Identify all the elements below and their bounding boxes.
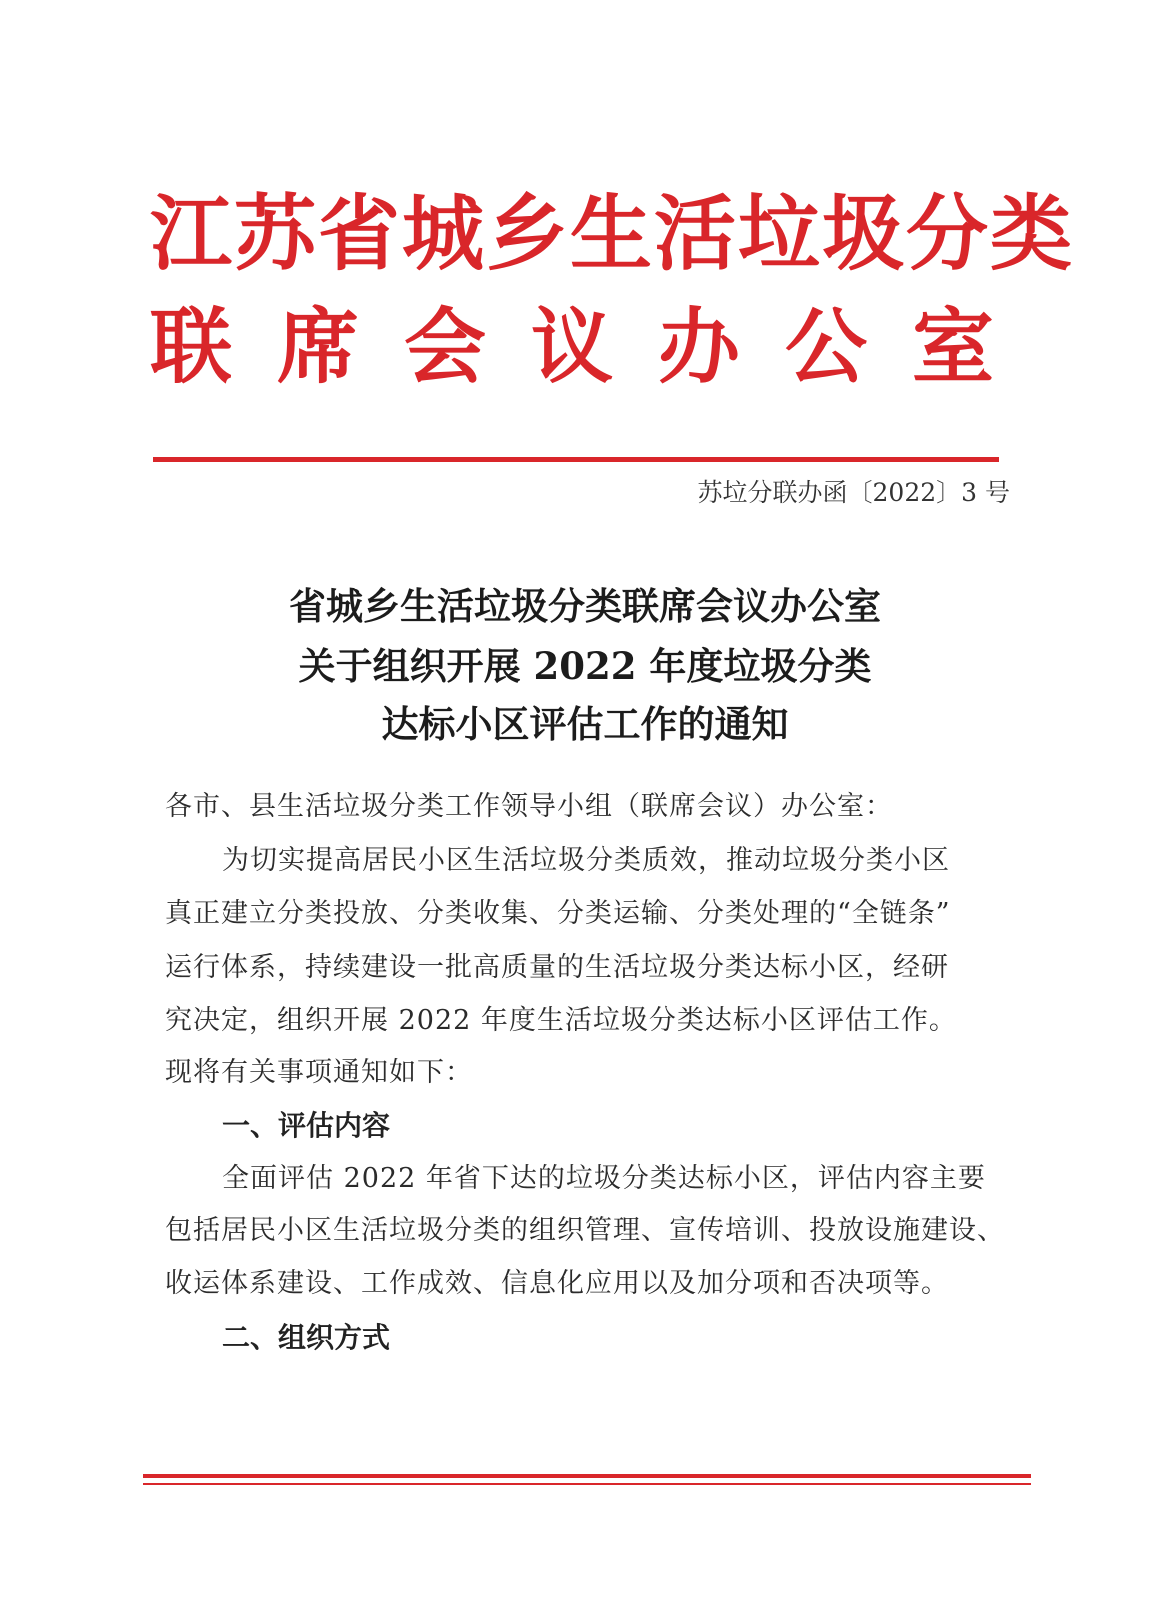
paragraph-1-line: 究决定，组织开展 2022 年度生活垃圾分类达标小区评估工作。	[165, 1005, 957, 1036]
paragraph-2-line: 收运体系建设、工作成效、信息化应用以及加分项和否决项等。	[165, 1268, 949, 1299]
footer-divider-thin	[143, 1483, 1031, 1485]
document-title-line-1: 省城乡生活垃圾分类联席会议办公室	[289, 584, 881, 628]
document-title-line-3: 达标小区评估工作的通知	[381, 702, 789, 746]
document-title-line-2: 关于组织开展 2022 年度垃圾分类	[298, 644, 872, 688]
paragraph-1-line: 运行体系，持续建设一批高质量的生活垃圾分类达标小区，经研	[165, 952, 949, 983]
paragraph-1-line: 现将有关事项通知如下：	[165, 1057, 473, 1088]
paragraph-1-line: 真正建立分类投放、分类收集、分类运输、分类处理的“全链条”	[165, 898, 951, 929]
header-divider	[153, 457, 999, 462]
paragraph-2-line: 全面评估 2022 年省下达的垃圾分类达标小区，评估内容主要	[222, 1163, 986, 1194]
section-2-heading: 二、组织方式	[222, 1321, 391, 1354]
footer-divider-thick	[143, 1474, 1031, 1478]
issuer-header-line-2: 联席会议办公室	[150, 300, 1040, 395]
document-number: 苏垃分联办函〔2022〕3 号	[697, 478, 1010, 507]
paragraph-2-line: 包括居民小区生活垃圾分类的组织管理、宣传培训、投放设施建设、	[165, 1215, 1005, 1246]
addressee: 各市、县生活垃圾分类工作领导小组（联席会议）办公室：	[165, 791, 893, 822]
paragraph-1-line: 为切实提高居民小区生活垃圾分类质效，推动垃圾分类小区	[222, 845, 950, 876]
section-1-heading: 一、评估内容	[222, 1109, 391, 1142]
issuer-header-line-1: 江苏省城乡生活垃圾分类	[150, 187, 1075, 282]
